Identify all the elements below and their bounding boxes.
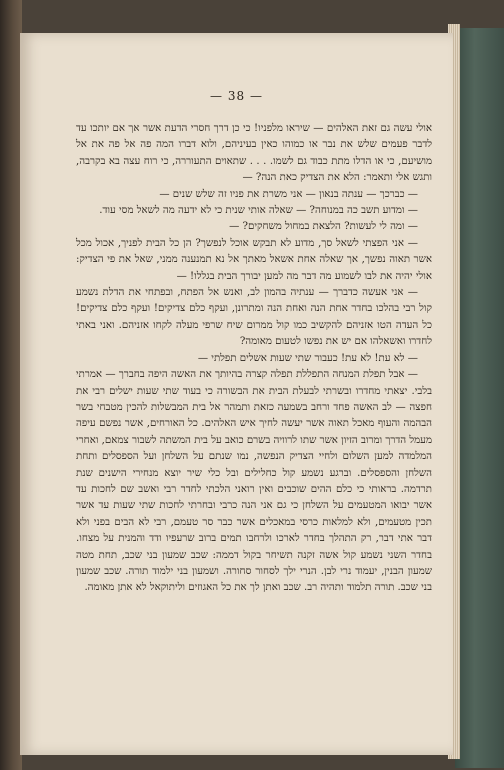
book-binding-edge <box>0 0 22 770</box>
paragraph: — לא עת! לא עת! כעבור שתי שעות אשלים תפלתי — <box>197 352 418 364</box>
paragraph: — ומה לי לעשות? הלצאת במחול משחקים? — <box>229 221 418 233</box>
paragraph: — ומדוע תשב כה במנוחה? — שאלה אותי שנית כי לא ידעה מה לשאל מסי עוד. <box>99 205 418 217</box>
book-back-cover <box>455 28 504 768</box>
paragraph: אולי עשה גם זאת האלהים — שיראו מלפניו! כי כן דרך חסרי הדעת אשר אך אם יותכו עד לדבר פעמים שלש את נבר או כמוהו כאין בעיניהם, ולוא דברו המה פה אל פה את אל מושיעם, כי או הדלו מתת כבוד גם לשמו. . . . שתאוים התעוררה, כי רוח עצה בא בקרבה, ותגש אלי ותאמר: הלא את הצדיק כאת הנה? — <box>76 123 432 184</box>
paragraph: — כברכך — ענתה בנאון — אני משרת את פניו זה שלש שנים — <box>159 188 418 200</box>
book-page <box>20 33 453 755</box>
page-number: — 38 — <box>210 89 263 103</box>
paragraph: — אני הפצתי לשאל סך, מדוע לא תבקש אוכל לנפשך? הן כל הבית לפניך, אכול מכל אשר תאוה נפשך, אך שאלה אחת אשאל מאתך אל נא תמנענה ממני, שאל את פי הצדיק: אולי יהיה את לבו לשמוע מה דבר מה למען יבורך הבית בגללו! — <box>76 237 432 282</box>
paragraph: — אבל תפלת המנחה התפללת תפלה קצרה בהיותך את האשה היפה בחברך — אמרתי בלבי. יצאתי מחדרו ובשרתי לבעלת הבית את הבשורה כי בעוד שתי שעות ישלים רבי את חפצה — לב האשה פחד ורחב בשמעה כזאת ותמהר אל בית המבשלות להכין מטבחי בשר הבהמה והעוף מאכל תאוה אשר יעשה לחיך איש האלהים. כל האורחים, אשר נפשם עיפה מעמל הדרך ומרוב הזיון אשר שתו לרוויה בשרם כואב על בית המשתה לשבור צמאם, ואחרי המלמדה למען השלום ולחיי הצדיק הנפשה, נמו שנתם על השלחן ועל הספסלים ותחת השלחן והספסלים. וברגע נשמע קול כחלילים ובל כלי שיר יוצא מנחירי הישנים שנת תרדמה. בראותי כי כלם ההים שוכבים ואין רואני הלכתי לחדר רבי ואשב שם לחכות עד אשר יבואו המטעמים על השלחן כי גם אני הנה כרבי ובחרתי לחכות שתי שעות עד אשר תכין מטעמים, ולא למלאות כרסי במאכלים אשר כבר סר טעמם, רבי לא הבים בפני ולא דבר אתי דבר, רק התהלך בחדר לארכו ולרחבו תמים ברוב שרעפיו ודד והמנית על מצחו. בחדר השני נשמע קול אשה זקנה תשיחר בקול דממה: שכב שמעון בני שכב, תחת מטה שמעון הבנין, יעמוד נרי לבן. הנרי ילך לסחור סחורה. ושמעון בני ילמוד תורה. שכב שמעון בני שכב. תורה תלמוד ותהיה רב. שכב ואתן לך את כל האגוזים וליתוקאל לא אתן מאומה. <box>76 369 432 594</box>
paragraph: — אני אעשה כדברך — ענתיה בהמון לב, ואנש אל הפתח, ובפתחי את הדלת נשמע קול רבי בהלכו בחדר אחת הנה ואחת הנה ומתרונן, ועקף כלם צדיקים! ועקף כלם צדיקים! כל העדה הטו אזניהם להקשיב כמו קול ממרום שיח שרפי מעלה לקחו אזניהם. ואני באתי לחדרו ואשאלהו אם יש את נפשו לטעום מאומה? <box>76 287 432 348</box>
page-body-text <box>76 121 432 597</box>
